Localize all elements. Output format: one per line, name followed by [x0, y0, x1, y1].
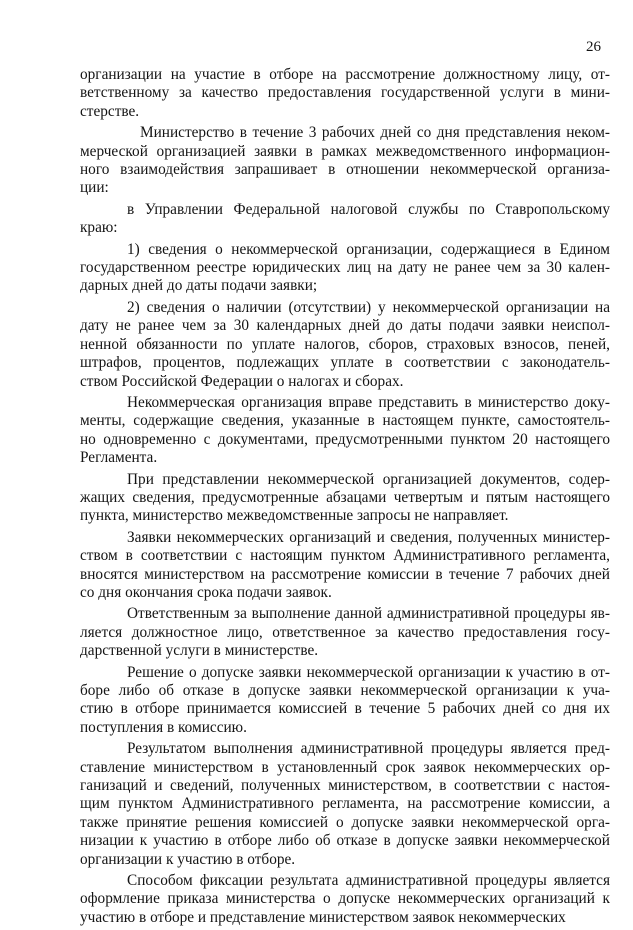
text-line: оформление приказа министерства о допуске некоммерческих организаций к — [80, 890, 610, 908]
text-line: 2) сведения о наличии (отсутствии) у некоммерческой организации на — [127, 298, 610, 316]
text-line: организации на участие в отборе на рассмотрение должностному лицу, от- — [80, 66, 610, 83]
paragraph — [80, 394, 610, 468]
paragraph — [80, 872, 610, 927]
text-line: участию в отборе и представление министерством заявок некоммерческих — [80, 908, 566, 926]
text-line: ставление министерством в установленный срок заявок некоммерческих ор- — [80, 758, 610, 776]
text-line: низации к участию в отборе либо об отказе в допуске заявки некоммерческой — [80, 832, 610, 850]
text-line: Ответственным за выполнение данной административной процедуры яв- — [127, 605, 610, 623]
text-line: государственном реестре юридических лиц на дату не ранее чем за 30 кален- — [80, 259, 610, 277]
text-line: дарственной услуги в министерстве. — [80, 642, 319, 660]
text-line: жащих сведения, предусмотренные абзацами четвертым и пятым настоящего — [80, 488, 610, 506]
text-line: пункта, министерство межведомственные запросы не направляет. — [80, 507, 509, 525]
document-body — [0, 66, 633, 930]
paragraph — [80, 66, 610, 121]
text-line: стерстве. — [80, 102, 140, 120]
text-line: ного взаимодействия запрашивает в отношении некоммерческой организа- — [80, 161, 610, 179]
text-line: ганизаций и сведений, полученных министерством, в соответствии с настоя- — [80, 777, 610, 795]
text-line: Некоммерческая организация вправе представить в министерство доку- — [127, 393, 610, 411]
paragraph — [80, 740, 610, 869]
text-line: Министерство в течение 3 рабочих дней со дня представления неком- — [140, 124, 610, 142]
text-line: дарных дней до даты подачи заявки; — [80, 277, 318, 295]
text-line: дату не ранее чем за 30 календарных дней до даты подачи заявки неиспол- — [80, 317, 610, 335]
paragraph — [80, 201, 610, 238]
paragraph — [80, 241, 610, 296]
text-line: но одновременно с документами, предусмотренными пунктом 20 настоящего — [80, 430, 610, 448]
text-line: стию в отборе принимается комиссией в течение 5 рабочих дней со дня их — [80, 700, 610, 718]
text-line: боре либо об отказе в допуске заявки некоммерческой организации к уча- — [80, 682, 610, 699]
text-line: мерческой организацией заявки в рамках межведомственного информацион- — [80, 142, 610, 160]
text-line: ции: — [80, 179, 109, 197]
paragraph — [80, 471, 610, 526]
text-line: Регламента. — [80, 449, 158, 467]
text-line: в Управлении Федеральной налоговой службы по Ставропольскому — [127, 200, 610, 218]
text-line: поступления в комиссию. — [80, 718, 247, 736]
text-line: со дня окончания срока подачи заявок. — [80, 583, 332, 601]
text-line: менты, содержащие сведения, указанные в настоящем пункте, самостоятель- — [80, 412, 610, 430]
text-line: щим пунктом Административного регламента, на рассмотрение комиссии, а — [80, 795, 610, 813]
text-line: краю: — [80, 219, 118, 237]
paragraph — [80, 529, 610, 603]
paragraph — [80, 299, 610, 391]
text-line: также принятие решения комиссией о допуске заявки некоммерческой орга- — [80, 813, 610, 831]
text-line: ством в соответствии с настоящим пунктом Административного регламента, — [80, 547, 610, 565]
text-line: 1) сведения о некоммерческой организации, содержащиеся в Едином — [127, 240, 610, 258]
text-line: ветственному за качество предоставления государственной услуги в мини- — [80, 84, 610, 102]
text-line: штрафов, процентов, подлежащих уплате в соответствии с законодатель- — [80, 354, 610, 372]
text-line: ством Российской Федерации о налогах и сборах. — [80, 372, 404, 390]
text-line: вносятся министерством на рассмотрение комиссии в течение 7 рабочих дней — [80, 565, 610, 583]
paragraph — [80, 605, 610, 660]
text-line: ненной обязанности по уплате налогов, сборов, страховых взносов, пеней, — [80, 335, 610, 353]
text-line: ляется должностное лицо, ответственное за качество предоставления госу- — [80, 623, 610, 641]
text-line: При представлении некоммерческой организацией документов, содер- — [127, 470, 610, 488]
text-line: организации к участию в отборе. — [80, 850, 296, 868]
text-line: Решение о допуске заявки некоммерческой организации к участию в от- — [127, 663, 610, 681]
paragraph — [80, 124, 610, 198]
text-line: Заявки некоммерческих организаций и сведения, полученных министер- — [127, 528, 610, 546]
text-line: Результатом выполнения административной процедуры является пред- — [127, 740, 610, 758]
page-number: 26 — [586, 39, 601, 55]
paragraph — [80, 664, 610, 738]
text-line: Способом фиксации результата административной процедуры является — [127, 872, 610, 890]
